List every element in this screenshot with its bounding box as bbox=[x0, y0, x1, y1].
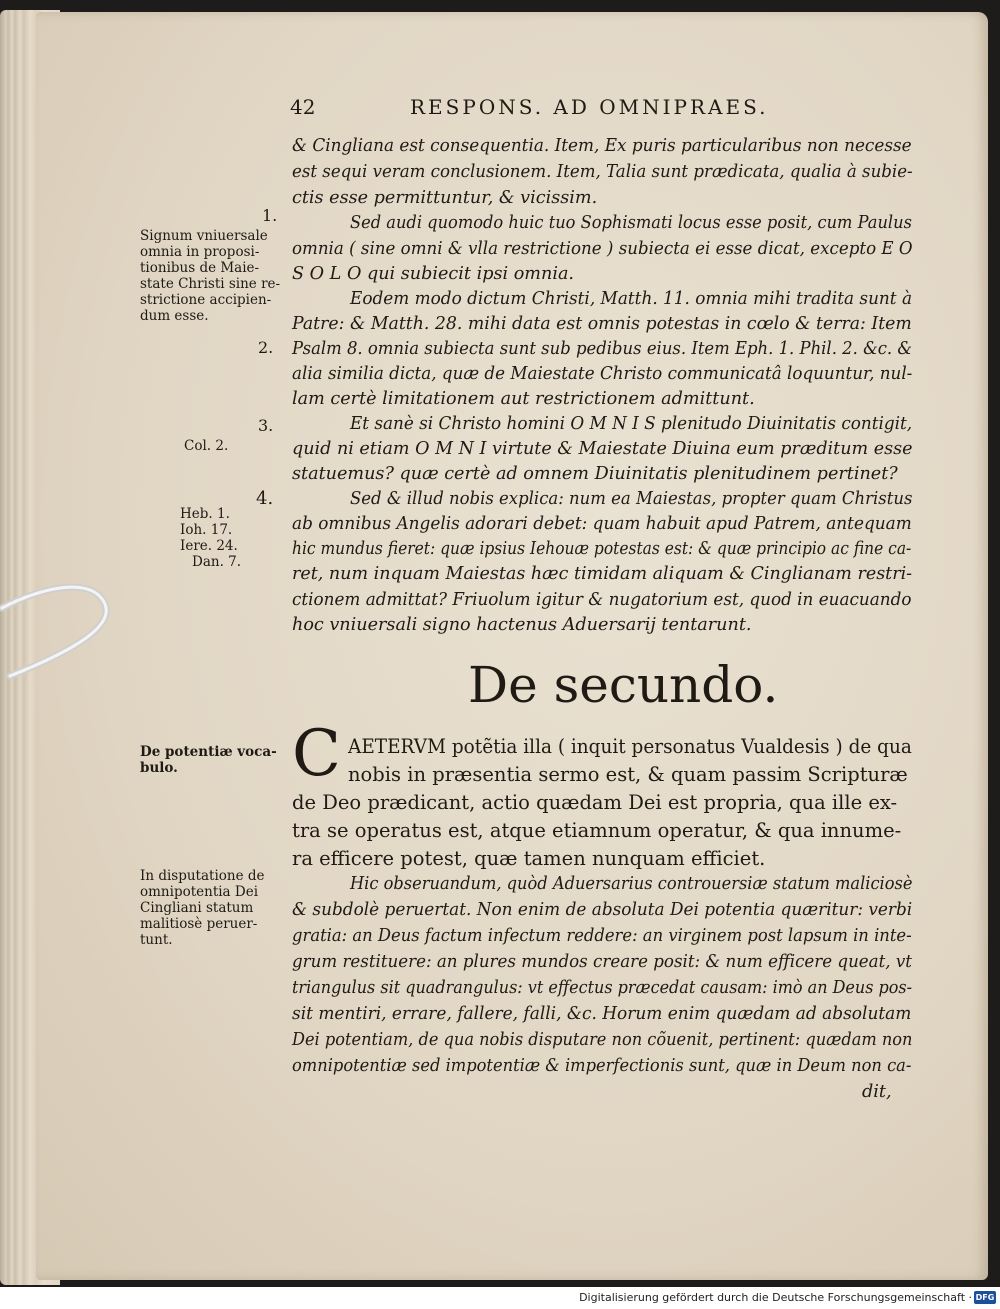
margin-note-refs bbox=[180, 506, 330, 570]
text-line: statuemus? quæ certè ad omnem Diuinitatis plenitudinem pertinet? bbox=[292, 464, 898, 484]
text-line: Et sanè si Christo homini O M N I S plenitudo Diuinitatis contigit, bbox=[350, 414, 913, 434]
text-line: grum restituere: an plures mundos creare posit: & num efficere queat, vt bbox=[292, 952, 913, 972]
text-line: triangulus sit quadrangulus: vt effectus præcedat causam: imò an Deus pos- bbox=[292, 978, 913, 998]
margin-note-signum bbox=[140, 228, 290, 324]
margin-note-col: Col. 2. bbox=[184, 438, 229, 454]
text-line: gratia: an Deus factum infectum reddere: an virginem post lapsum in inte- bbox=[292, 926, 912, 946]
text-line: ret, num inquam Maiestas hæc timidam aliquam & Cinglianam restri- bbox=[292, 564, 913, 584]
text-line: ra efficere potest, quæ tamen nunquam efficiet. bbox=[292, 847, 766, 870]
text-line: ctis esse permittuntur, & vicissim. bbox=[292, 188, 598, 208]
text-line: Sed & illud nobis explica: num ea Maiestas, propter quam Christus bbox=[350, 489, 913, 509]
text-line: Dei potentiam, de qua nobis disputare non cõuenit, pertinent: quædam non bbox=[292, 1030, 913, 1050]
margin-note-line: bulo. bbox=[140, 760, 178, 776]
margin-number: 1. bbox=[262, 206, 278, 225]
text-line: tra se operatus est, atque etiamnum operatur, & qua innume- bbox=[292, 819, 902, 842]
text-line: Sed audi quomodo huic tuo Sophismati locus esse posit, cum Paulus bbox=[350, 213, 912, 233]
margin-number: 2. bbox=[258, 338, 274, 357]
margin-note-line: Ioh. 17. bbox=[180, 522, 233, 538]
margin-note-line: strictione accipien- bbox=[140, 292, 272, 308]
text-line: & subdolè peruertat. Non enim de absoluta Dei potentia quæritur: verbi bbox=[292, 900, 913, 920]
margin-note-line: omnipotentia Dei bbox=[140, 884, 259, 900]
footer-bar bbox=[0, 1287, 1000, 1309]
margin-note-line: Iere. 24. bbox=[180, 538, 238, 554]
paper-clip-icon bbox=[0, 578, 112, 686]
text-line: AETERVM potẽtia illa ( inquit personatus Vualdesis ) de qua bbox=[348, 735, 912, 758]
margin-number: 4. bbox=[256, 488, 274, 509]
margin-note-line: Dan. 7. bbox=[192, 554, 242, 570]
text-line: Hic obseruandum, quòd Aduersarius controuersiæ statum maliciosè bbox=[350, 874, 913, 894]
margin-note-line: omnia in proposi- bbox=[140, 244, 260, 260]
text-line: & Cingliana est consequentia. Item, Ex puris particularibus non necesse bbox=[292, 136, 912, 156]
text-line: Patre: & Matth. 28. mihi data est omnis potestas in cœlo & terra: Item bbox=[292, 314, 912, 334]
text-line: sit mentiri, errare, fallere, falli, &c. Horum enim quædam ad absolutam bbox=[292, 1004, 912, 1024]
dfg-logo-icon: DFG bbox=[975, 1293, 995, 1302]
footer-credit: Digitalisierung gefördert durch die Deutsche Forschungsgemeinschaft · bbox=[579, 1291, 972, 1304]
text-line: S O L O qui subiecit ipsi omnia. bbox=[292, 264, 575, 284]
margin-note-line: state Christi sine re- bbox=[140, 276, 281, 292]
margin-note-line: De potentiæ voca- bbox=[140, 744, 277, 760]
catchword: dit, bbox=[862, 1082, 892, 1102]
margin-note-line: malitiosè peruer- bbox=[140, 916, 258, 932]
margin-note-disputatio bbox=[140, 868, 290, 948]
text-line: lam certè limitationem aut restrictionem admittunt. bbox=[292, 389, 755, 409]
section-heading: De secundo. bbox=[468, 656, 779, 714]
margin-note-potentia bbox=[140, 744, 290, 776]
page-number: 42 bbox=[290, 95, 316, 119]
text-line: ctionem admittat? Friuolum igitur & nugatorium est, quod in euacuando bbox=[292, 590, 912, 610]
text-line: Eodem modo dictum Christi, Matth. 11. omnia mihi tradita sunt à bbox=[350, 289, 913, 309]
text-line: alia similia dicta, quæ de Maiestate Christo communicatâ loquuntur, nul- bbox=[292, 364, 913, 384]
text-line: nobis in præsentia sermo est, & quam passim Scripturæ bbox=[348, 763, 908, 786]
text-line: ab omnibus Angelis adorari debet: quam habuit apud Patrem, antequam bbox=[292, 514, 912, 534]
text-line: de Deo prædicant, actio quædam Dei est propria, qua ille ex- bbox=[292, 791, 898, 814]
margin-note-line: Heb. 1. bbox=[180, 506, 230, 522]
margin-note-line: dum esse. bbox=[140, 308, 209, 324]
text-line: omnia ( sine omni & vlla restrictione ) subiecta ei esse dicat, excepto E O bbox=[292, 239, 913, 259]
margin-note-line: tunt. bbox=[140, 932, 173, 948]
text-line: hoc vniuersali signo hactenus Aduersarij tentarunt. bbox=[292, 615, 752, 635]
margin-note-line: Signum vniuersale bbox=[140, 228, 268, 244]
text-line: omnipotentiæ sed impotentiæ & imperfectionis sunt, quæ in Deum non ca- bbox=[292, 1056, 912, 1076]
margin-number: 3. bbox=[258, 416, 274, 435]
text-line: hic mundus fieret: quæ ipsius Iehouæ potestas est: & quæ principio ac fine ca- bbox=[292, 539, 912, 559]
margin-note-line: Cingliani statum bbox=[140, 900, 254, 916]
text-line: est sequi veram conclusionem. Item, Talia sunt prædicata, qualia à subie- bbox=[292, 162, 913, 182]
margin-note-line: In disputatione de bbox=[140, 868, 265, 884]
running-title: RESPONS. AD OMNIPRAES. bbox=[410, 95, 769, 119]
text-line: Psalm 8. omnia subiecta sunt sub pedibus eius. Item Eph. 1. Phil. 2. &c. & bbox=[292, 339, 913, 359]
drop-capital: C bbox=[292, 717, 341, 791]
margin-note-line: tionibus de Maie- bbox=[140, 260, 260, 276]
text-line: quid ni etiam O M N I virtute & Maiestate Diuina eum præditum esse bbox=[292, 439, 913, 459]
